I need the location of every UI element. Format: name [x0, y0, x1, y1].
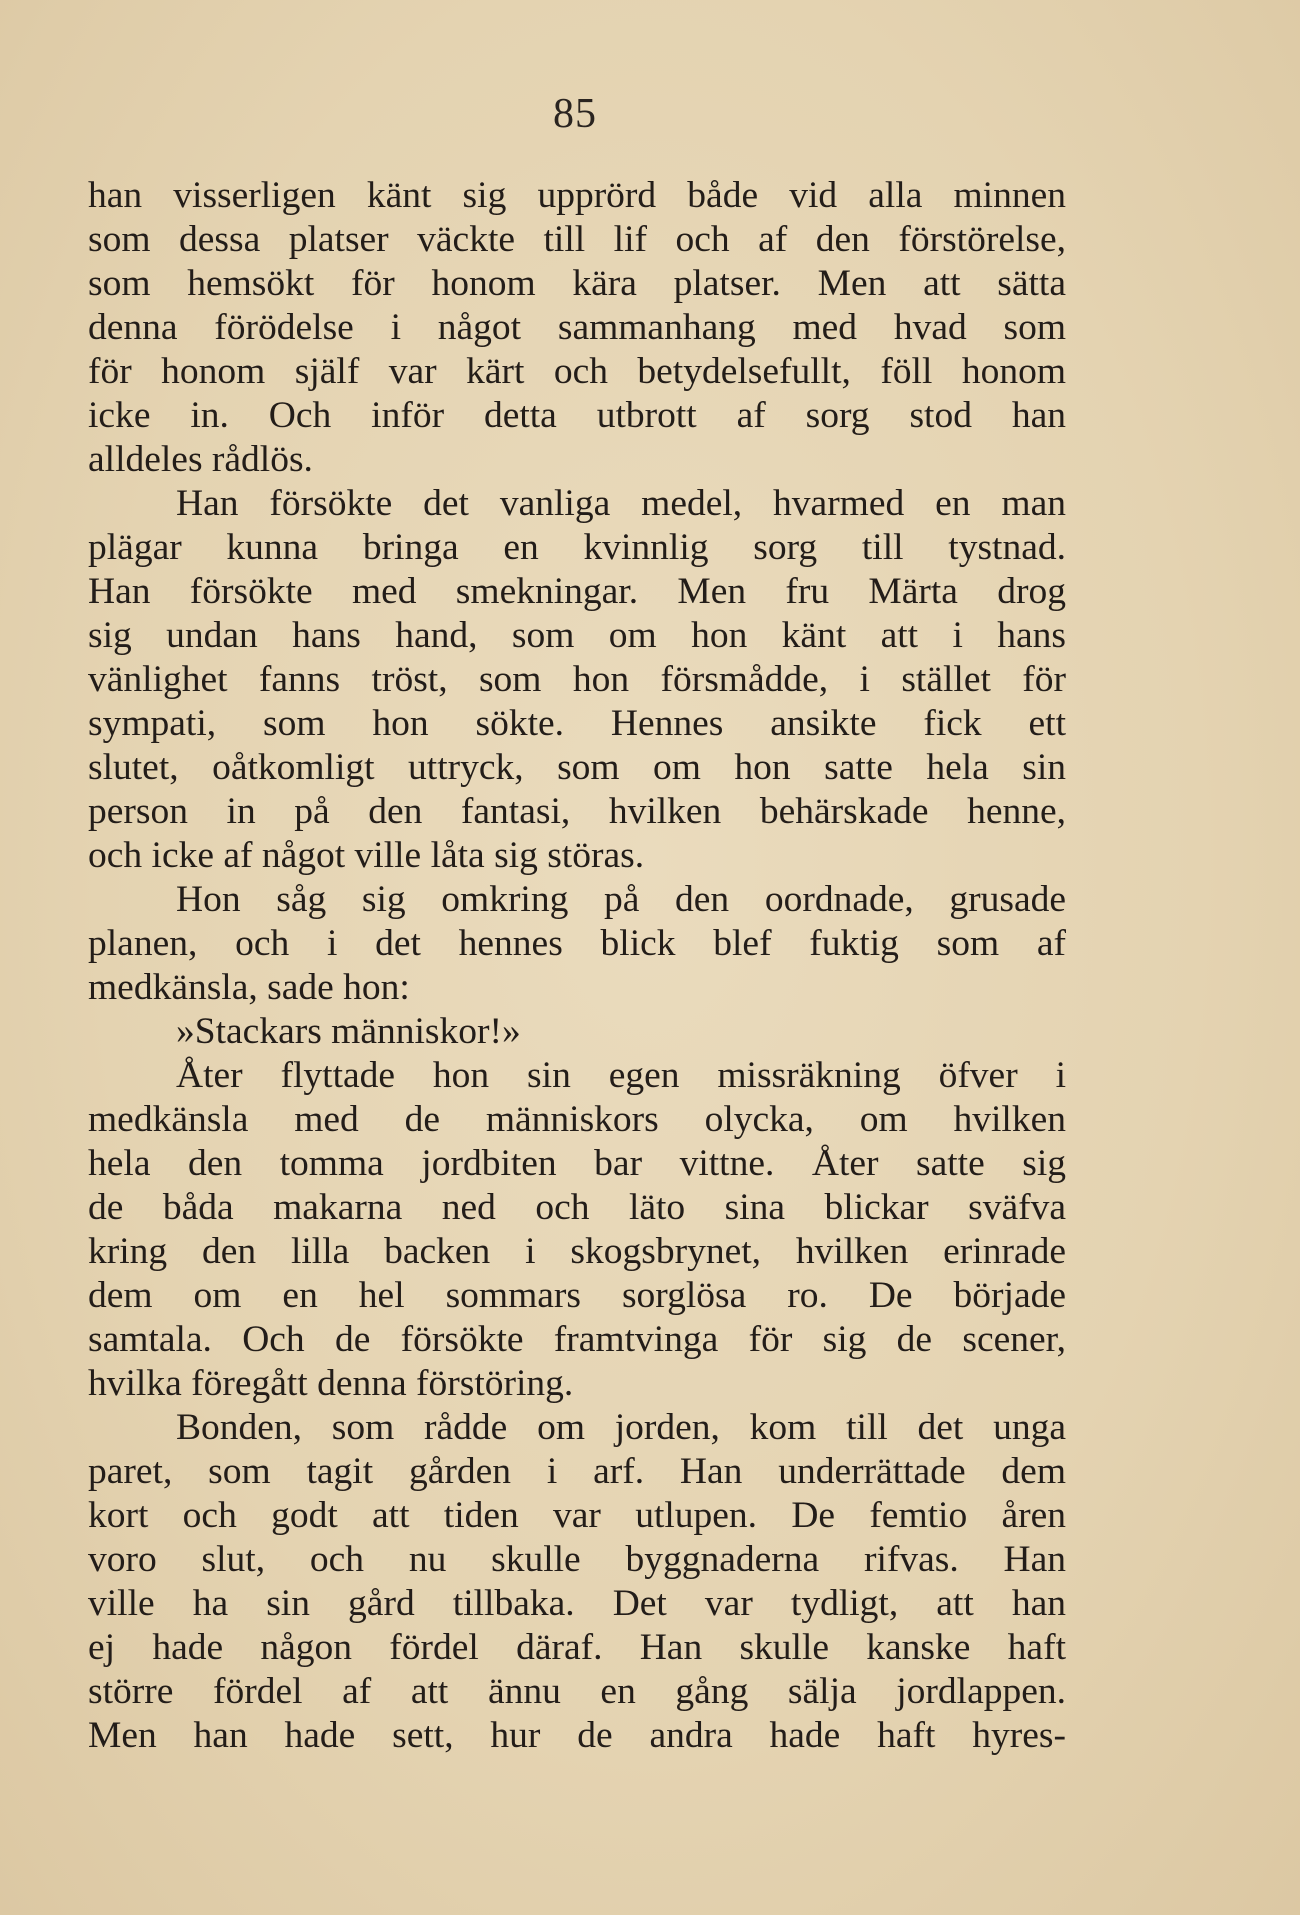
text-line: Hon såg sig omkring på den oordnade, grusade	[176, 879, 1066, 920]
text-line: icke in. Och inför detta utbrott af sorg stod han	[88, 395, 1066, 436]
text-line: ej hade någon fördel däraf. Han skulle kanske haft	[88, 1627, 1066, 1668]
text-line: för honom själf var kärt och betydelsefullt, föll honom	[88, 351, 1066, 392]
text-line: Men han hade sett, hur de andra hade haft hyres-	[88, 1715, 1066, 1756]
body-text	[88, 174, 1066, 1758]
text-line: vänlighet fanns tröst, som hon försmådde, i stället för	[88, 659, 1066, 700]
text-line: kring den lilla backen i skogsbrynet, hvilken erinrade	[88, 1231, 1066, 1272]
text-line: alldeles rådlös.	[88, 439, 313, 480]
text-line: voro slut, och nu skulle byggnaderna rifvas. Han	[88, 1539, 1066, 1580]
page-number: 85	[553, 91, 597, 137]
text-line: och icke af något ville låta sig störas.	[88, 835, 645, 876]
text-line: samtala. Och de försökte framtvinga för sig de scener,	[88, 1319, 1066, 1360]
text-line: slutet, oåtkomligt uttryck, som om hon satte hela sin	[88, 747, 1066, 788]
text-line: Han försökte det vanliga medel, hvarmed en man	[176, 483, 1066, 524]
text-line: Han försökte med smekningar. Men fru Märta drog	[88, 571, 1066, 612]
text-line: kort och godt att tiden var utlupen. De femtio åren	[88, 1495, 1066, 1536]
text-line: sympati, som hon sökte. Hennes ansikte fick ett	[88, 703, 1066, 744]
text-line: Bonden, som rådde om jorden, kom till det unga	[176, 1407, 1066, 1448]
text-line: denna förödelse i något sammanhang med hvad som	[88, 307, 1066, 348]
text-line: medkänsla med de människors olycka, om hvilken	[88, 1099, 1066, 1140]
text-line: paret, som tagit gården i arf. Han underrättade dem	[88, 1451, 1066, 1492]
text-line: Åter flyttade hon sin egen missräkning öfver i	[176, 1055, 1066, 1096]
text-line: planen, och i det hennes blick blef fuktig som af	[88, 923, 1066, 964]
text-line: plägar kunna bringa en kvinnlig sorg till tystnad.	[88, 527, 1066, 568]
text-line: större fördel af att ännu en gång sälja jordlappen.	[88, 1671, 1066, 1712]
text-line: sig undan hans hand, som om hon känt att i hans	[88, 615, 1066, 656]
text-line: som hemsökt för honom kära platser. Men att sätta	[88, 263, 1066, 304]
text-line: dem om en hel sommars sorglösa ro. De började	[88, 1275, 1066, 1316]
text-line: de båda makarna ned och läto sina blickar sväfva	[88, 1187, 1066, 1228]
text-line: hvilka föregått denna förstöring.	[88, 1363, 574, 1404]
text-line: som dessa platser väckte till lif och af den förstörelse,	[88, 219, 1066, 260]
text-line: hela den tomma jordbiten bar vittne. Åter satte sig	[88, 1143, 1066, 1184]
text-line: ville ha sin gård tillbaka. Det var tydligt, att han	[88, 1583, 1066, 1624]
text-line: person in på den fantasi, hvilken behärskade henne,	[88, 791, 1066, 832]
text-line: »Stackars människor!»	[176, 1011, 521, 1052]
text-line: medkänsla, sade hon:	[88, 967, 410, 1008]
text-line: han visserligen känt sig upprörd både vid alla minnen	[88, 175, 1066, 216]
